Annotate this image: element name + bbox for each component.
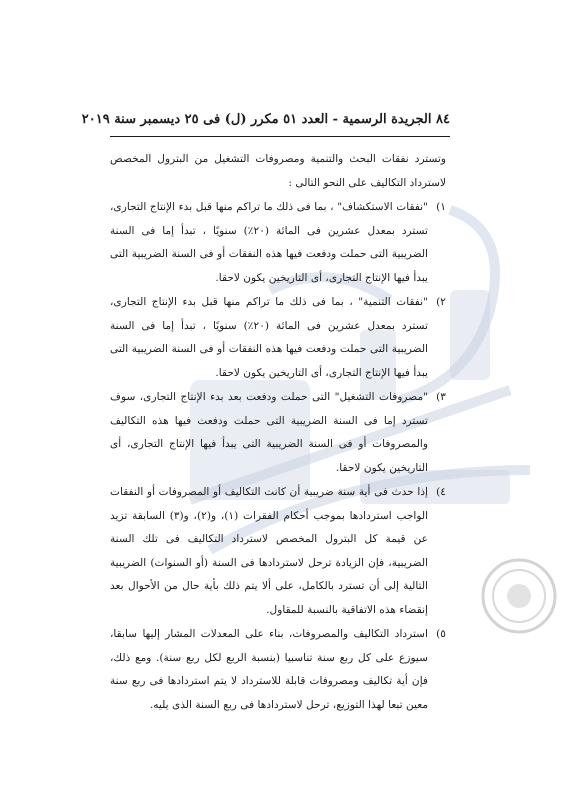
document-body	[110, 148, 446, 718]
clause-4	[110, 481, 446, 622]
clause-text: إذا حدث فى أية سنة ضريبية أن كانت التكاليف أو المصروفات أو النفقات الواجب استردادها بموجب أحكام الفقرات (١)، و(٢)، و(٣) السابقة تزيد عن قيمة كل البترول المخصص لاسترداد التكاليف فى تلك السنة الضريبية، فإن الزيادة ترحل لاستردادها فى السنة (أو السنوات) الضريبية التالية إلى أن تسترد بالكامل، على ألا يتم ذلك بأية حال من الأحوال بعد إنقضاء هذه الاتفاقية بالنسبة للمقاول.	[110, 486, 429, 616]
clause-2	[110, 291, 446, 385]
clause-number: ٣)	[436, 391, 446, 403]
clause-number: ٤)	[436, 486, 446, 498]
intro-paragraph: وتسترد نفقات البحث والتنمية ومصروفات التشغيل من البترول المخصص لاسترداد التكاليف على النحو التالى :	[110, 153, 446, 189]
header-divider	[110, 136, 450, 137]
clause-text: "نفقات التنمية" ، بما فى ذلك ما تراكم منها قبل بدء الإنتاج التجارى، تسترد بمعدل عشرين فى المائة (٢٠٪) سنويًا ، تبدأ إما فى السنة الضريبية التى حملت ودفعت فيها هذه النفقات أو فى السنة الضريبية التى يبدأ فيها الإنتاج التجارى، أى التاريخين يكون لاحقا.	[110, 296, 428, 379]
clause-text: "مصروفات التشغيل" التى حملت ودفعت بعد بدء الإنتاج التجارى، سوف تسترد إما فى السنة الضريبية التى حملت ودفعت فيها هذه التكاليف والمصروفات أو فى السنة الضريبية التى يبدأ فيها الإنتاج التجارى، أى التاريخين يكون لاحقا.	[110, 391, 428, 474]
page-header: ٨٤ الجريدة الرسمية - العدد ٥١ مكرر (ل) فى ٢٥ ديسمبر سنة ٢٠١٩	[81, 112, 450, 127]
clause-text: "نفقات الاستكشاف" ، بما فى ذلك ما تراكم منها قبل بدء الإنتاج التجارى، تسترد بمعدل عشرين فى المائة (٢٠٪) سنويًا ، تبدأ إما فى السنة الضريبية التى حملت ودفعت فيها هذه النفقات أو فى السنة الضريبية التى يبدأ فيها الإنتاج التجارى، أى التاريخين يكون لاحقا.	[110, 201, 428, 284]
clause-text: استرداد التكاليف والمصروفات، بناء على المعدلات المشار إليها سابقا، سيوزع على كل ربع سنة تناسبيا (بنسبة الربع لكل ربع سنة). ومع ذلك، فإن أية تكاليف ومصروفات قابلة للاسترداد لا يتم استردادها فى ربع سنة معين تبعا لهذا التوزيع، ترحل لاستردادها فى ربع السنة الذى يليه.	[110, 628, 428, 711]
clause-number: ٥)	[436, 628, 446, 640]
clause-5	[110, 623, 446, 717]
seal-watermark	[478, 555, 560, 637]
clause-3	[110, 386, 446, 480]
clause-number: ٢)	[436, 296, 446, 308]
clause-number: ١)	[436, 201, 446, 213]
clause-1	[110, 196, 446, 290]
